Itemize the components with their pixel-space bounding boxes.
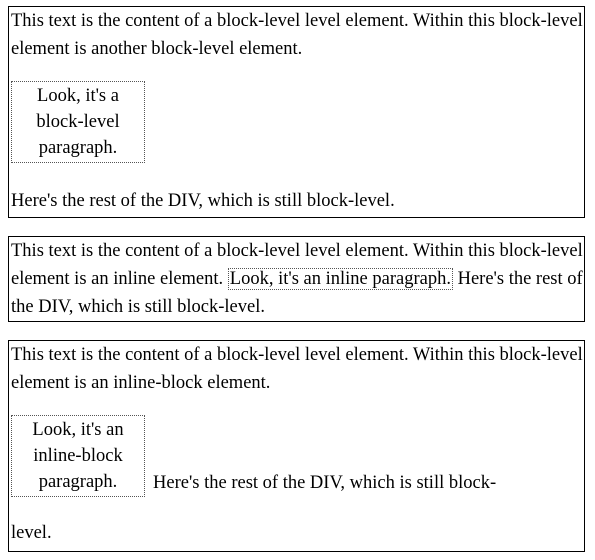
inline-block-paragraph-line-2: inline-block bbox=[33, 446, 123, 466]
inline-block-div-rest-text-2: level. bbox=[11, 523, 52, 543]
block-paragraph-line-1: Look, it's a bbox=[37, 86, 119, 106]
block-paragraph-line-3: paragraph. bbox=[38, 138, 118, 158]
inline-block-div-intro-text: This text is the content of a block-level level element. Within this block-level element is an inline-block element. bbox=[11, 345, 583, 393]
inline-block-div-rest-text-1: Here's the rest of the DIV, which is still block- bbox=[153, 473, 497, 493]
block-paragraph-line-2: block-level bbox=[36, 112, 120, 132]
inline-div-rest-text: Here's the rest of the DIV, which is still block-level. bbox=[11, 269, 583, 317]
block-level-div bbox=[8, 6, 585, 218]
block-level-paragraph bbox=[11, 81, 145, 163]
inline-div bbox=[8, 236, 585, 322]
inline-block-paragraph bbox=[11, 415, 145, 497]
inline-block-div bbox=[8, 340, 585, 552]
block-div-intro-text: This text is the content of a block-level level element. Within this block-level element is another block-level element. bbox=[11, 11, 583, 59]
inline-div-content bbox=[11, 237, 584, 321]
inline-div-intro-text: This text is the content of a block-level level element. Within this block-level element is an inline element. bbox=[11, 241, 583, 289]
inline-block-paragraph-line-3: paragraph. bbox=[38, 472, 118, 492]
inline-block-div-content bbox=[11, 397, 584, 547]
inline-block-paragraph-line-1: Look, it's an bbox=[32, 420, 124, 440]
inline-paragraph: Look, it's an inline paragraph. bbox=[229, 269, 451, 289]
block-div-rest-text: Here's the rest of the DIV, which is still block-level. bbox=[11, 191, 395, 211]
